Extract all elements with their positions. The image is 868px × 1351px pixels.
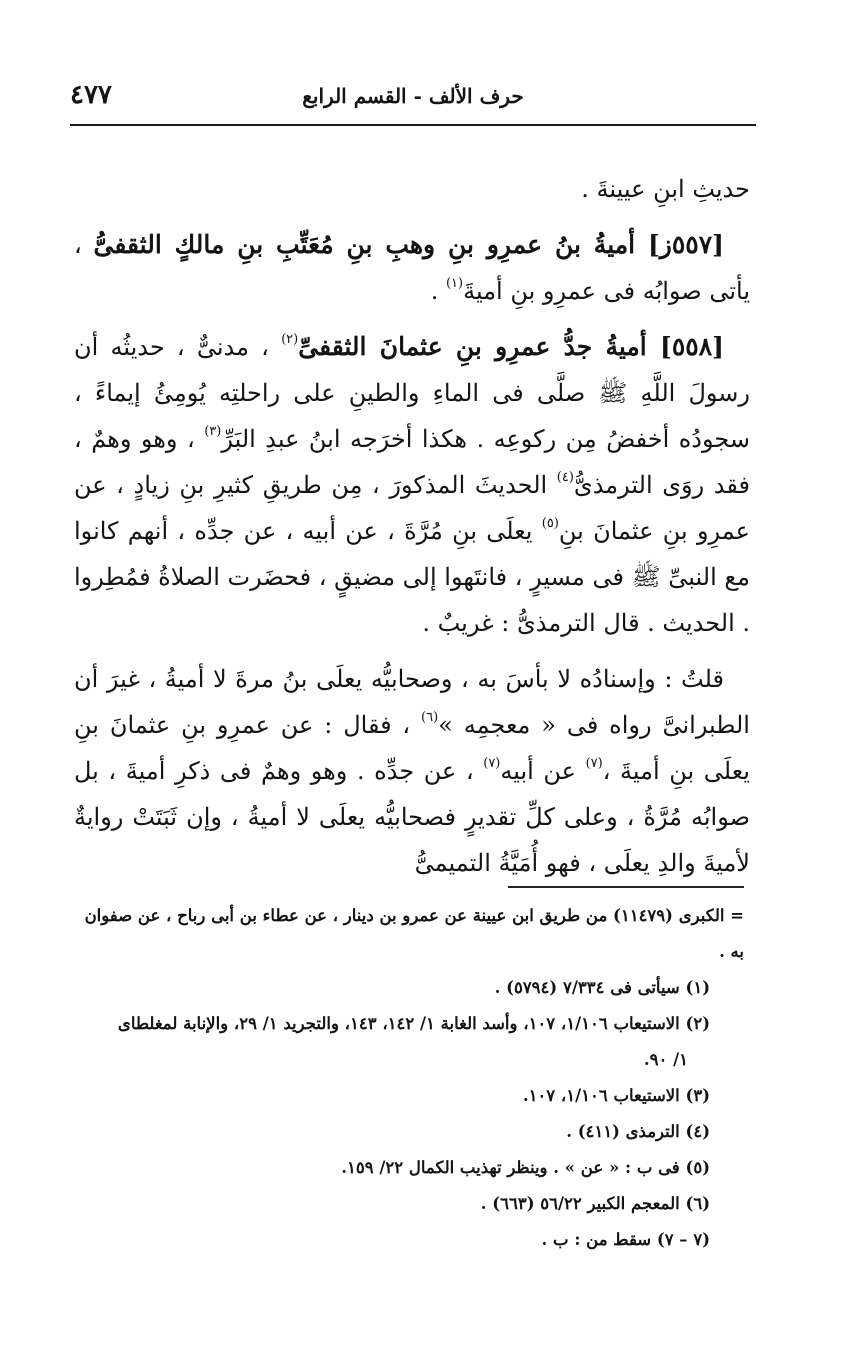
footnote-1: (١) سيأتى فى ٧/٣٣٤ (٥٧٩٤) . [494,978,710,997]
footnote-ref-4: (٤) [556,470,574,485]
footnote-rule [508,886,744,888]
entry-558-text-c: الحديثَ المذكورَ ، مِن طريقِ كثيرِ بنِ زيادٍ ، عن عمرِو بنِ عثمانَ بنِ [74,471,750,545]
entry-557-text: ، يأتى صوابُه فى عمرِو بنِ أميةَ [74,231,750,305]
running-head: حرف الألف - القسم الرابع [302,84,524,108]
entry-558-heading: [٥٥٨] أميةُ جدُّ عمرِو بنِ عثمانَ الثقفىِّ [298,332,724,361]
footnotes [80,898,744,1258]
footnote-ref-7-end: (٧) [483,756,501,771]
entry-557 [74,222,750,314]
footnote-3: (٣) الاستيعاب ١/١٠٦، ١٠٧. [522,1086,710,1105]
entry-558-text-a: ، مدنىٌّ ، حديثُه أن رسولَ اللَّهِ ﷺ صلَّى فى الماءِ والطينِ على راحلتِه يُومِئُ إيماءً ، سجودُه أخفضُ مِن ركوعِه . هكذا أخرَجه ابنُ عبدِ البَرِّ [74,333,750,453]
footnote-2: (٢) الاستيعاب ١/١٠٦، ١٠٧، وأسد الغابة ١/ ١٤٢، ١٤٣، والتجريد ١/ ٢٩، والإنابة لمغلطاى [117,1014,710,1033]
header-rule [70,124,756,126]
entry-557-heading: [٥٥٧ز] أميةُ بنُ عمرِو بنِ وهبِ بنِ مُعَتِّبِ بنِ مالكٍ الثقفىُّ [93,230,724,259]
paragraph-comment [74,656,750,886]
entry-558-text-d: يعلَى بنِ مُرَّةَ ، عن أبيه ، عن جدِّه ، أنهم كانوا مع النبىِّ ﷺ فى مسيرٍ ، فانتَهوا إلى مضيقٍ ، فحضَرت الصلاةُ فمُطِروا . الحديث . قال الترمذىُّ : غريبٌ . [74,517,750,637]
footnote-5: (٥) فى ب : « عن » . وينظر تهذيب الكمال ٢٢/ ١٥٩. [341,1158,710,1177]
footnote-6: (٦) المعجم الكبير ٥٦/٢٢ (٦٦٣) . [480,1194,710,1213]
footnote-2-continued: ١/ ٩٠. [643,1050,688,1069]
entry-558 [74,324,750,646]
footnote-continuation: = الكبرى (١١٤٧٩) من طريق ابن عيينة عن عمرو بن دينار ، عن عطاء بن أبى رباح ، عن صفوان به . [84,906,744,961]
comment-text-c: عن أبيه [500,757,576,785]
entry-557-end: . [430,277,446,305]
comment-text-a: قلتُ : وإسنادُه لا بأسَ به ، وصحابيُّه يعلَى بنُ مرةَ لا أميةُ ، غيرَ أن الطبرانىَّ رواه فى « معجمِه » [74,665,750,739]
comment-text-b: ، فقال : عن عمرِو بنِ عثمانَ بنِ يعلَى بنِ أميةَ ، [74,711,750,785]
entry-558-text-b: ، وهو وهمٌ ، فقد روَى الترمذىُّ [74,425,750,499]
footnote-ref-7-start: (٧) [585,756,603,771]
paragraph-1 [74,166,750,212]
footnote-ref-6: (٦) [421,710,439,725]
main-text [74,166,750,896]
footnote-ref-3: (٣) [204,424,222,439]
page-number: ٤٧٧ [70,80,112,110]
page-header [70,78,756,122]
footnote-4: (٤) الترمذى (٤١١) . [566,1122,710,1141]
footnote-7: (٧ – ٧) سقط من : ب . [541,1230,710,1249]
footnote-ref-1: (١) [445,276,464,291]
footnote-ref-2: (٢) [281,332,299,347]
footnote-ref-5: (٥) [541,516,559,531]
p1-text: حديثِ ابنِ عيينةَ . [581,175,750,203]
comment-text-d: ، عن جدِّه . وهو وهمٌ فى ذكرِ أميةَ ، بل صوابُه مُرَّةُ ، وعلى كلِّ تقديرٍ فصحابيُّه يعلَى لا أميةُ ، وإن ثَبَتَتْ روايةٌ لأميةَ والدِ يعلَى ، فهو أُمَيَّةُ التميمىُّ [74,757,750,877]
